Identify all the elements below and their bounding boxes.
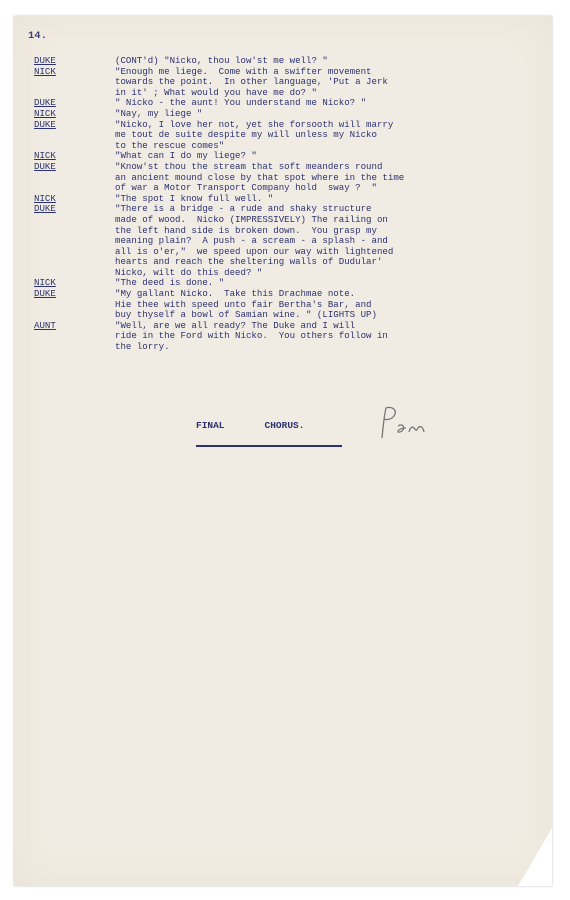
speaker-name: DUKE	[34, 97, 56, 109]
speaker-name: NICK	[34, 65, 56, 77]
script-line	[34, 331, 534, 342]
script-line	[34, 162, 534, 173]
dialogue-text: (CONT'd) "Nicko, thou low'st me well? "	[115, 55, 328, 66]
speaker-name: AUNT	[34, 319, 56, 331]
folded-corner	[518, 828, 552, 886]
speaker-name	[34, 215, 115, 226]
script-line	[34, 268, 534, 279]
page-number: 14.	[28, 30, 47, 42]
script-line	[34, 183, 534, 194]
dialogue-text: buy thyself a bowl of Samian wine. " (LIGHTS UP)	[115, 309, 377, 321]
speaker-name: DUKE	[34, 288, 56, 300]
dialogue-text: "Know'st thou the stream that soft meanders round	[115, 160, 383, 172]
dialogue-text: of war a Motor Transport Company hold sway ? "	[115, 182, 377, 194]
chorus-label: CHORUS.	[264, 420, 305, 431]
speaker-name	[34, 173, 115, 184]
dialogue-text: towards the point. In other language, 'Put a Jerk	[115, 76, 388, 88]
speaker-name	[34, 300, 115, 311]
dialogue-text: "There is a bridge - a rude and shaky structure	[115, 203, 372, 215]
script-line	[34, 215, 534, 226]
speaker-name: DUKE	[34, 203, 56, 215]
script-body	[34, 56, 534, 353]
dialogue-text: the left hand side is broken down. You grasp my	[115, 224, 377, 236]
speaker-name	[34, 236, 115, 247]
dialogue-text: in it' ; What would you have me do? "	[115, 86, 317, 98]
script-line	[34, 141, 534, 152]
speaker-name	[34, 226, 115, 237]
handwritten-signature	[376, 404, 436, 444]
speaker-name	[34, 257, 115, 268]
script-line	[34, 98, 534, 109]
dialogue-text: "What can I do my liege? "	[115, 150, 257, 162]
speaker-name: NICK	[34, 150, 56, 162]
speaker-name	[34, 331, 115, 342]
script-line	[34, 109, 534, 120]
dialogue-text: "My gallant Nicko. Take this Drachmae note.	[115, 288, 356, 300]
dialogue-text: "The deed is done. "	[115, 277, 225, 289]
speaker-name	[34, 342, 115, 353]
dialogue-text: Hie thee with speed unto fair Bertha's Bar, and	[115, 298, 372, 310]
dialogue-text: " Nicko - the aunt! You understand me Nicko? "	[115, 97, 367, 109]
dialogue-text: to the rescue comes"	[115, 139, 225, 151]
dialogue-text: meaning plain? A push - a scream - a splash - and	[115, 235, 388, 247]
speaker-name: NICK	[34, 107, 56, 119]
dialogue-text: me tout de suite despite my will unless my Nicko	[115, 129, 377, 141]
speaker-name	[34, 130, 115, 141]
dialogue-text: "Nicko, I love her not, yet she forsooth will marry	[115, 118, 394, 130]
dialogue-text: "The spot I know full well. "	[115, 192, 274, 204]
heading-underline	[196, 445, 342, 447]
script-line	[34, 130, 534, 141]
speaker-name: DUKE	[34, 160, 56, 172]
dialogue-text: Nicko, wilt do this deed? "	[115, 266, 263, 278]
script-line	[34, 342, 534, 353]
speaker-name: NICK	[34, 277, 56, 289]
dialogue-text: "Enough me liege. Come with a swifter movement	[115, 65, 372, 77]
dialogue-text: the lorry.	[115, 341, 170, 353]
dialogue-text: ride in the Ford with Nicko. You others follow in	[115, 330, 388, 342]
dialogue-text: all is o'er," we speed upon our way with lightened	[115, 245, 394, 257]
dialogue-text: hearts and reach the sheltering walls of Dudular'	[115, 256, 383, 268]
final-label: FINAL	[196, 420, 225, 431]
script-line	[34, 56, 534, 67]
speaker-name: NICK	[34, 192, 56, 204]
speaker-name: DUKE	[34, 55, 56, 66]
speaker-name	[34, 247, 115, 258]
speaker-name	[34, 77, 115, 88]
dialogue-text: made of wood. Nicko (IMPRESSIVELY) The railing on	[115, 213, 388, 225]
speaker-name: DUKE	[34, 118, 56, 130]
dialogue-text: an ancient mound close by that spot where in the time	[115, 171, 405, 183]
dialogue-text: "Well, are we all ready? The Duke and I will	[115, 319, 356, 331]
dialogue-text: "Nay, my liege "	[115, 107, 203, 119]
final-chorus-heading	[196, 420, 304, 431]
script-line	[34, 257, 534, 268]
